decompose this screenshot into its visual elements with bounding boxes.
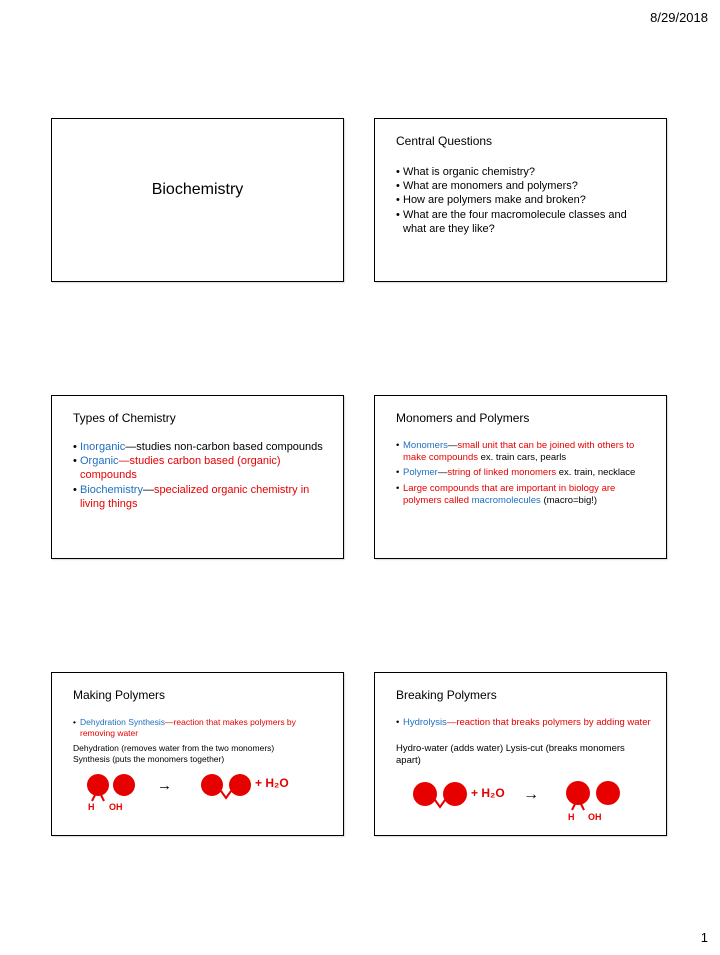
term-hydrolysis: Hydrolysis <box>403 717 447 728</box>
bullet-list <box>396 165 652 236</box>
list-item <box>73 454 329 482</box>
dash: — <box>447 440 458 451</box>
water-label: + H₂O <box>255 776 289 790</box>
monomer-circle <box>87 774 109 796</box>
slide-making-polymers <box>51 672 344 836</box>
definition-text: specialized organic chemistry in living things <box>80 483 310 510</box>
monomer-circle <box>443 782 467 806</box>
example-text: ex. train cars, pearls <box>477 452 567 464</box>
definition-text: —studies non-carbon based compounds <box>125 441 323 453</box>
term-organic: Organic <box>80 455 119 468</box>
term-biochemistry: Biochemistry <box>80 483 143 496</box>
dehydration-synthesis-diagram <box>52 673 345 837</box>
example-text: (macro=big!) <box>540 494 598 506</box>
term-inorganic: Inorganic <box>80 441 126 453</box>
slide-title: Breaking Polymers <box>396 688 497 702</box>
hydrogen-label: H <box>568 812 575 822</box>
list-item <box>396 440 652 464</box>
dash: — <box>437 467 448 479</box>
page-number: 1 <box>700 930 708 945</box>
explanation-line: Synthesis (puts the monomers together) <box>73 754 225 764</box>
definition-text: small unit that can be joined with others to make compounds <box>403 440 635 464</box>
slide-central-questions <box>374 118 667 282</box>
bullet-list <box>73 440 329 511</box>
bond-line <box>435 800 445 807</box>
hydrogen-label: H <box>88 802 95 812</box>
monomer-circle <box>596 781 620 805</box>
slide-title: Types of Chemistry <box>73 411 176 425</box>
hydroxyl-label: OH <box>109 802 123 812</box>
slide-title: Monomers and Polymers <box>396 411 530 425</box>
term-macromolecules: macromolecules <box>471 494 541 506</box>
explanation-line: Dehydration (removes water from the two monomers) <box>73 743 275 753</box>
term-dehydration-synthesis: Dehydration Synthesis <box>80 717 166 727</box>
list-item <box>396 467 652 479</box>
arrow-icon: → <box>157 777 172 794</box>
term-monomers: Monomers <box>403 440 448 451</box>
slide-types-of-chemistry <box>51 395 344 559</box>
slide-breaking-polymers <box>374 672 667 836</box>
list-item <box>396 483 652 507</box>
bond-line <box>221 791 231 798</box>
definition-text: —studies carbon based (organic) compounds <box>80 455 281 482</box>
bond-line <box>581 804 584 810</box>
list-item: • What are the four macromolecule classes and what are they like? <box>396 208 652 236</box>
definition-text: —reaction that breaks polymers by adding water <box>446 717 651 728</box>
slide-monomers-polymers <box>374 395 667 559</box>
monomer-circle <box>229 774 251 796</box>
monomer-circle <box>566 781 590 805</box>
explanation-line: Hydro-water (adds water) Lysis-cut (breaks monomers apart) <box>396 743 625 767</box>
bond-line <box>572 804 575 810</box>
example-text: ex. train, necklace <box>556 467 636 479</box>
water-label: + H₂O <box>471 786 505 800</box>
monomer-circle <box>413 782 437 806</box>
list-item <box>73 440 329 454</box>
term-polymer: Polymer <box>403 467 438 479</box>
list-item: • How are polymers make and broken? <box>396 193 652 207</box>
list-item: • What are monomers and polymers? <box>396 179 652 193</box>
list-item <box>73 483 329 511</box>
arrow-icon: → <box>523 786 539 803</box>
monomer-circle <box>201 774 223 796</box>
hydroxyl-label: OH <box>588 812 602 822</box>
slide-title: Central Questions <box>396 134 493 148</box>
slide-biochemistry <box>51 118 344 282</box>
bullet-list <box>396 440 652 507</box>
slide-title: Making Polymers <box>73 688 166 702</box>
page-date: 8/29/2018 <box>650 10 708 25</box>
list-item: • What is organic chemistry? <box>396 165 652 179</box>
definition-text: Large compounds that are important in biology are polymers called <box>403 482 616 506</box>
bond-line <box>92 795 95 801</box>
definition-text: string of linked monomers <box>447 467 557 479</box>
hydrolysis-diagram <box>375 673 668 837</box>
bond-line <box>101 795 104 801</box>
monomer-circle <box>113 774 135 796</box>
slide-title: Biochemistry <box>151 181 244 198</box>
dash: — <box>142 483 154 496</box>
definition-text: —reaction that makes polymers by removing water <box>80 717 296 738</box>
